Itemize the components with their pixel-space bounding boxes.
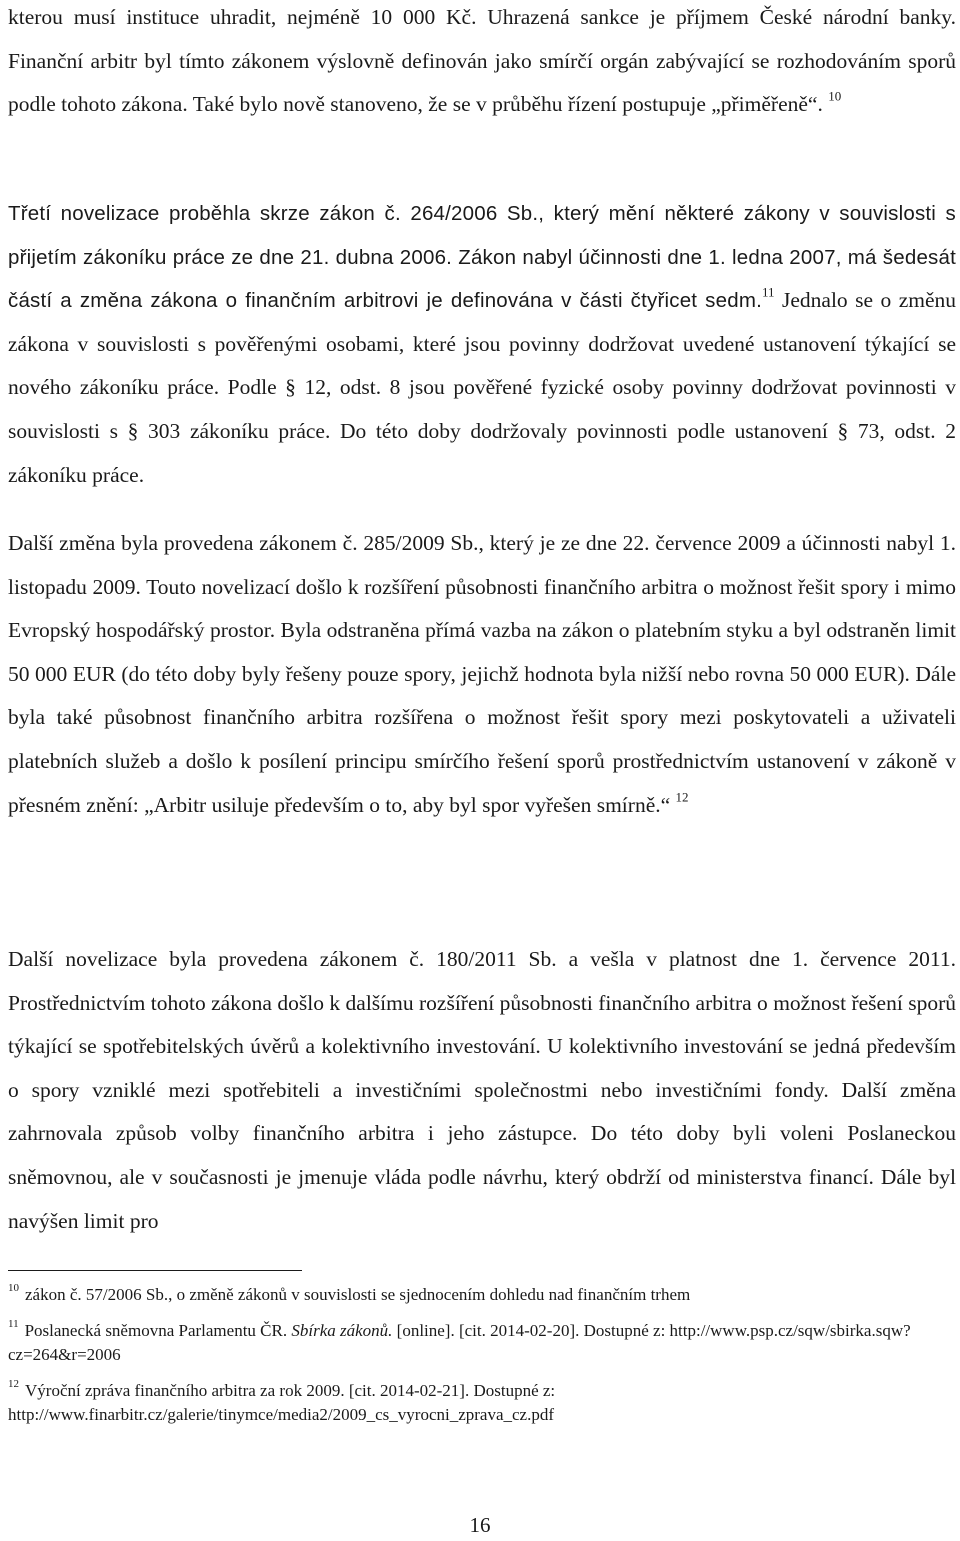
paragraph-2-text-a: Třetí novelizace proběhla skrze zákon č. 264/2006 Sb., který mění některé zákony v souvislosti s přijetím zákoníku práce ze dne 21. dubna 2006. Zákon nabyl účinnosti dne 1. ledna 2007, má šedesát částí a změna zákona o finančním arbitrovi je definována v části čtyřicet sedm.	[8, 202, 956, 313]
footnote-ref-12: 12	[675, 789, 689, 805]
footnotes	[8, 1283, 948, 1427]
footnote-12	[8, 1379, 948, 1427]
footnote-11	[8, 1319, 948, 1367]
paragraph-2-text-b: Jednalo se o změnu zákona v souvislosti s pověřenými osobami, které jsou povinny dodržovat uvedené ustanovení týkající se nového zákoníku práce. Podle § 12, odst. 8 jsou pověřené fyzické osoby povinny dodržovat povinnosti v souvislosti s § 303 zákoníku práce. Do této doby dodržovaly povinnosti podle ustanovení § 73, odst. 2 zákoníku práce.	[8, 288, 957, 487]
footnote-ref-11: 11	[762, 284, 775, 300]
paragraph-1-text: kterou musí instituce uhradit, nejméně 10 000 Kč. Uhrazená sankce je příjmem České národní banky. Finanční arbitr byl tímto zákonem výslovně definován jako smírčí orgán zabývající se rozhodováním sporů podle tohoto zákona. Také bylo nově stanoveno, že se v průběhu řízení postupuje „přiměřeně“.	[8, 5, 956, 117]
paragraph-3-text: Další změna byla provedena zákonem č. 285/2009 Sb., který je ze dne 22. července 2009 a účinnosti nabyl 1. listopadu 2009. Touto novelizací došlo k rozšíření působnosti finančního arbitra o možnost řešit spory i mimo Evropský hospodářský prostor. Byla odstraněna přímá vazba na zákon o platebním styku a byl odstraněn limit 50 000 EUR (do této doby byly řešeny pouze spory, jejichž hodnota byla nižší nebo rovna 50 000 EUR). Dále byla také působnost finančního arbitra rozšířena o možnost řešit spory mezi poskytovateli a uživateli platebních služeb a došlo k posílení principu smírčího řešení sporů prostřednictvím ustanovení v zákoně v přesném znění: „Arbitr usiluje především o to, aby byl spor vyřešen smírně.“	[8, 531, 956, 817]
footnote-text: Výroční zpráva finančního arbitra za rok 2009. [cit. 2014-02-21]. Dostupné z: http://www.finarbitr.cz/galerie/tinymce/media2/2009_cs_vyrocni_zprava_cz.pdf	[8, 1381, 556, 1424]
paragraph-2	[8, 192, 956, 497]
footnote-text: zákon č. 57/2006 Sb., o změně zákonů v souvislosti se sjednocením dohledu nad finančním trhem	[25, 1285, 691, 1304]
footnote-10	[8, 1283, 948, 1307]
page-number: 16	[469, 1513, 491, 1537]
footnote-italic-title: Sbírka zákonů.	[291, 1321, 393, 1340]
footnote-number: 10	[8, 1282, 19, 1295]
footnote-ref-10: 10	[828, 88, 842, 104]
footnote-divider	[8, 1270, 302, 1271]
footnote-text-continued: [online]. [cit. 2014-02-20]. Dostupné z: http://www.psp.cz/sqw/sbirka.sqw?cz=264&r=2006	[8, 1321, 911, 1364]
footnote-number: 11	[8, 1318, 19, 1331]
footnote-number: 12	[8, 1378, 19, 1391]
paragraph-4-text: Další novelizace byla provedena zákonem č. 180/2011 Sb. a vešla v platnost dne 1. července 2011. Prostřednictvím tohoto zákona došlo k dalšímu rozšíření působnosti finančního arbitra o možnost řešení sporů týkající se spotřebitelských úvěrů a kolektivního investování. U kolektivního investování se jedná především o spory vzniklé mezi spotřebiteli a investičními společnostmi nebo investičními fondy. Další změna zahrnovala způsob volby finančního arbitra i jeho zástupce. Do této doby byli voleni Poslaneckou sněmovnou, ale v současnosti je jmenuje vláda podle návrhu, který obdrží od ministerstva financí. Dále byl navýšen limit pro	[8, 947, 956, 1233]
paragraph-4	[8, 938, 956, 1243]
footnote-text: Poslanecká sněmovna Parlamentu ČR.	[24, 1321, 288, 1340]
paragraph-1	[8, 0, 956, 127]
paragraph-3	[8, 522, 956, 827]
